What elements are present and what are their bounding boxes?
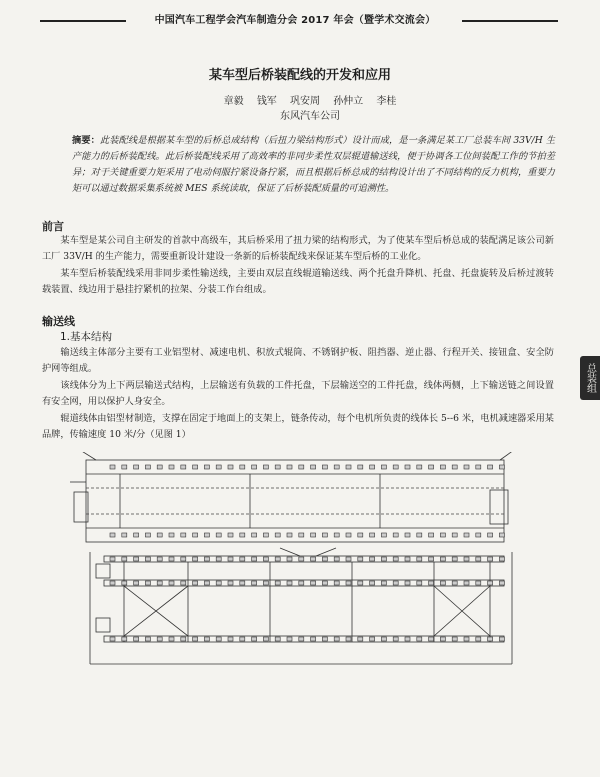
header-rule-right <box>462 20 558 22</box>
conveyor-paragraph-1: 输送线主体部分主要有工业铝型材、减速电机、积放式辊筒、不锈钢护板、阻挡器、逆止器、行程开关、接钮盒、安全防护网等组成。 <box>42 347 554 374</box>
roller <box>322 581 327 585</box>
roller <box>193 637 198 641</box>
roller <box>499 581 504 585</box>
roller <box>476 637 481 641</box>
roller <box>393 581 398 585</box>
roller <box>405 465 410 469</box>
roller <box>488 533 493 537</box>
roller <box>263 581 268 585</box>
roller <box>157 581 162 585</box>
roller <box>358 557 363 561</box>
roller <box>240 465 245 469</box>
roller <box>110 581 115 585</box>
roller <box>334 637 339 641</box>
roller <box>393 557 398 561</box>
abstract <box>72 133 555 197</box>
roller <box>334 533 339 537</box>
roller <box>157 533 162 537</box>
roller <box>204 581 209 585</box>
roller <box>169 637 174 641</box>
roller <box>358 465 363 469</box>
roller <box>204 465 209 469</box>
roller <box>275 533 280 537</box>
roller <box>370 581 375 585</box>
roller <box>228 637 233 641</box>
roller <box>381 557 386 561</box>
roller <box>311 557 316 561</box>
roller <box>110 557 115 561</box>
author: 巩安周 <box>290 96 320 107</box>
preface-paragraph-1: 某车型是某公司自主研发的首款中高级车，其后桥采用了扭力梁的结构形式，为了使某车型后桥总成的装配满足该公司新工厂 33V/H 的生产能力，需要重新设计建设一条新的后桥装配线来保证某车型后桥的工业化。 <box>42 235 554 262</box>
subheading-basic-structure: 1.基本结构 <box>60 331 113 343</box>
roller <box>263 637 268 641</box>
roller <box>346 581 351 585</box>
roller <box>240 581 245 585</box>
roller <box>322 533 327 537</box>
roller <box>252 465 257 469</box>
top-view-frame <box>86 460 504 542</box>
roller <box>169 465 174 469</box>
roller <box>405 581 410 585</box>
abstract-label: 摘要： <box>72 135 100 146</box>
conference-header: 中国汽车工程学会汽车制造分会 2017 年会（暨学术交流会） <box>154 15 436 26</box>
roller <box>346 637 351 641</box>
roller <box>193 557 198 561</box>
roller <box>499 465 504 469</box>
side-tab-assembly-group: 总装组 <box>580 356 600 400</box>
roller <box>358 533 363 537</box>
roller <box>405 557 410 561</box>
roller <box>299 581 304 585</box>
roller <box>157 465 162 469</box>
header-rule-left <box>40 20 126 22</box>
author-list <box>160 92 460 107</box>
roller <box>287 581 292 585</box>
roller <box>417 533 422 537</box>
conveyor-paragraph-3: 辊道线体由铝型材制造，支撑在固定于地面上的支架上，链条传动，每个电机所负责的线体长 5--6 米，电机减速器采用某品牌，传输速度 10 米/分（见图 1） <box>42 413 554 440</box>
roller <box>181 581 186 585</box>
roller <box>299 465 304 469</box>
roller <box>145 581 150 585</box>
roller <box>122 637 127 641</box>
roller <box>381 581 386 585</box>
affiliation: 东风汽车公司 <box>280 111 340 122</box>
roller <box>440 465 445 469</box>
roller <box>240 557 245 561</box>
roller <box>181 533 186 537</box>
roller <box>381 533 386 537</box>
roller <box>370 465 375 469</box>
roller <box>311 465 316 469</box>
roller <box>216 465 221 469</box>
roller <box>429 557 434 561</box>
roller <box>275 557 280 561</box>
roller <box>476 533 481 537</box>
roller <box>134 581 139 585</box>
roller <box>216 533 221 537</box>
roller <box>252 533 257 537</box>
roller <box>464 533 469 537</box>
roller <box>157 557 162 561</box>
roller <box>334 557 339 561</box>
author: 李桂 <box>376 96 397 107</box>
figure-1-conveyor-drawing <box>60 452 520 670</box>
roller <box>145 533 150 537</box>
roller <box>216 637 221 641</box>
roller <box>287 465 292 469</box>
roller <box>263 465 268 469</box>
roller <box>322 637 327 641</box>
roller <box>381 465 386 469</box>
roller <box>429 581 434 585</box>
roller <box>464 581 469 585</box>
roller <box>452 557 457 561</box>
roller <box>488 637 493 641</box>
roller <box>263 557 268 561</box>
roller <box>370 533 375 537</box>
roller <box>299 637 304 641</box>
roller <box>499 637 504 641</box>
roller <box>145 465 150 469</box>
roller <box>181 465 186 469</box>
roller <box>252 557 257 561</box>
roller <box>405 533 410 537</box>
roller <box>429 533 434 537</box>
roller <box>476 557 481 561</box>
roller <box>440 557 445 561</box>
roller <box>476 581 481 585</box>
roller <box>287 557 292 561</box>
roller <box>287 533 292 537</box>
roller <box>228 465 233 469</box>
conveyor-paragraph-2: 该线体分为上下两层输送式结构，上层输送有负载的工件托盘，下层输送空的工件托盘，线体两侧，上下输送链之间设置有安全网，用以保护人身安全。 <box>42 380 554 407</box>
roller <box>240 533 245 537</box>
author: 孙仲立 <box>333 96 364 107</box>
roller <box>204 533 209 537</box>
roller <box>169 581 174 585</box>
author: 章毅 <box>223 96 244 107</box>
roller <box>311 581 316 585</box>
roller <box>122 533 127 537</box>
roller <box>452 533 457 537</box>
roller <box>311 637 316 641</box>
roller <box>358 637 363 641</box>
roller <box>452 637 457 641</box>
roller <box>417 637 422 641</box>
roller <box>134 557 139 561</box>
roller <box>488 465 493 469</box>
roller <box>216 581 221 585</box>
roller <box>370 557 375 561</box>
roller <box>122 465 127 469</box>
roller <box>452 465 457 469</box>
heading-preface: 前言 <box>42 220 64 233</box>
roller <box>440 533 445 537</box>
roller <box>381 637 386 641</box>
roller <box>322 557 327 561</box>
roller <box>452 581 457 585</box>
roller <box>488 557 493 561</box>
roller <box>204 637 209 641</box>
roller <box>346 533 351 537</box>
roller <box>169 557 174 561</box>
roller <box>334 581 339 585</box>
roller <box>216 557 221 561</box>
roller <box>464 557 469 561</box>
roller <box>275 581 280 585</box>
roller <box>240 637 245 641</box>
roller <box>417 465 422 469</box>
roller <box>299 533 304 537</box>
roller <box>346 557 351 561</box>
roller <box>193 581 198 585</box>
roller <box>145 637 150 641</box>
roller <box>157 637 162 641</box>
roller <box>464 637 469 641</box>
roller <box>299 557 304 561</box>
roller <box>311 533 316 537</box>
roller <box>263 533 268 537</box>
roller <box>252 581 257 585</box>
roller <box>464 465 469 469</box>
roller <box>181 557 186 561</box>
roller <box>228 557 233 561</box>
roller <box>275 465 280 469</box>
roller <box>499 533 504 537</box>
roller <box>110 637 115 641</box>
roller <box>405 637 410 641</box>
roller <box>322 465 327 469</box>
roller <box>334 465 339 469</box>
roller <box>393 465 398 469</box>
roller <box>275 637 280 641</box>
roller <box>122 557 127 561</box>
heading-conveyor: 输送线 <box>42 315 75 328</box>
roller <box>358 581 363 585</box>
roller <box>145 557 150 561</box>
roller <box>370 637 375 641</box>
roller <box>122 581 127 585</box>
roller <box>169 533 174 537</box>
roller <box>417 557 422 561</box>
roller <box>204 557 209 561</box>
roller <box>134 465 139 469</box>
paper-title: 某车型后桥装配线的开发和应用 <box>208 68 391 83</box>
roller <box>440 637 445 641</box>
roller <box>228 581 233 585</box>
roller <box>499 557 504 561</box>
roller <box>252 637 257 641</box>
roller <box>429 637 434 641</box>
author: 钱军 <box>256 96 277 107</box>
roller <box>393 637 398 641</box>
roller <box>134 533 139 537</box>
roller <box>346 465 351 469</box>
abstract-text: 此装配线是根据某车型的后桥总成结构（后扭力梁结构形式）设计而成，是一条满足某工厂总装车间 33V/H 生产能力的后桥装配线。此后桥装配线采用了高效率的非同步柔性双层辊道输送线，便于协调各工位间装配工作的节拍差异；对于关键重要力矩采用了电动伺服拧紧设备拧紧，而且根据后桥总成的结构设计出了不同结构的反力机构，重要力矩可以通过数据采集系统被 MES 系统读取，保证了后桥装配质量的可追溯性。 <box>72 135 556 194</box>
preface-paragraph-2: 某车型后桥装配线采用非同步柔性输送线，主要由双层直线辊道输送线、两个托盘升降机、托盘、托盘旋转及后桥过渡转载装置、线边用于悬挂拧紧机的拉架、分装工作台组成。 <box>42 268 554 295</box>
roller <box>193 533 198 537</box>
roller <box>228 533 233 537</box>
roller <box>476 465 481 469</box>
roller <box>287 637 292 641</box>
roller <box>134 637 139 641</box>
roller <box>110 465 115 469</box>
roller <box>488 581 493 585</box>
roller <box>110 533 115 537</box>
roller <box>393 533 398 537</box>
roller <box>417 581 422 585</box>
roller <box>440 581 445 585</box>
roller <box>181 637 186 641</box>
roller <box>429 465 434 469</box>
roller <box>193 465 198 469</box>
